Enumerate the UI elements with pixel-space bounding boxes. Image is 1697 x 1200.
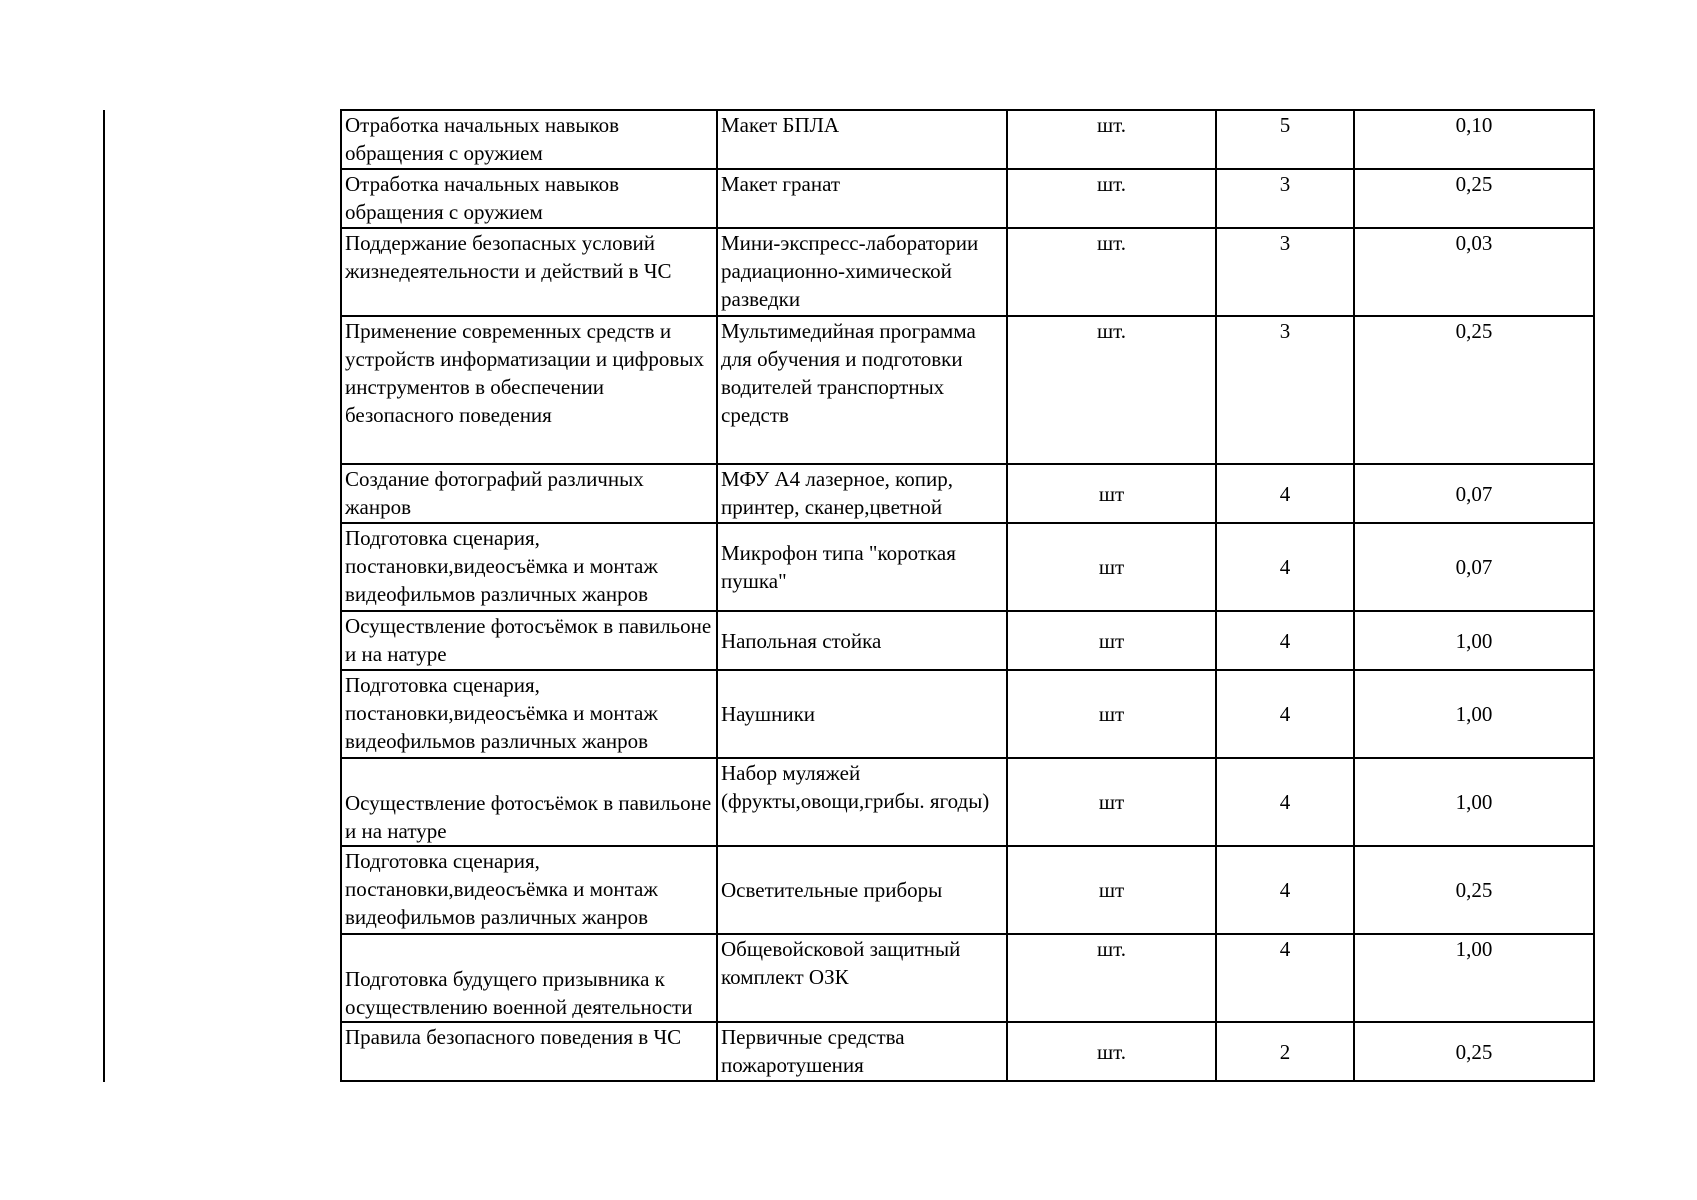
quantity-cell: 4 <box>1216 758 1354 846</box>
norm-cell: 1,00 <box>1354 934 1594 1022</box>
table-row <box>341 611 1594 670</box>
activity-cell: Создание фотографий различных жанров <box>341 464 717 523</box>
unit-cell: шт. <box>1007 934 1216 1022</box>
item-cell: Микрофон типа "короткая пушка" <box>717 523 1007 611</box>
item-cell: Набор муляжей (фрукты,овощи,грибы. ягоды) <box>717 758 1007 846</box>
item-cell: Мультимедийная программа для обучения и подготовки водителей транспортных средств <box>717 316 1007 464</box>
item-cell: Осветительные приборы <box>717 846 1007 934</box>
unit-cell: шт <box>1007 611 1216 670</box>
table-row <box>341 316 1594 464</box>
activity-cell: Подготовка сценария, постановки,видеосъёмка и монтаж видеофильмов различных жанров <box>341 670 717 758</box>
table-row <box>341 464 1594 523</box>
item-cell: Первичные средства пожаротушения <box>717 1022 1007 1081</box>
quantity-cell: 3 <box>1216 316 1354 464</box>
unit-cell: шт <box>1007 523 1216 611</box>
quantity-cell: 4 <box>1216 934 1354 1022</box>
norm-cell: 0,25 <box>1354 316 1594 464</box>
unit-cell: шт. <box>1007 110 1216 169</box>
activity-cell: Правила безопасного поведения в ЧС <box>341 1022 717 1081</box>
table-row <box>341 228 1594 316</box>
item-cell: Макет гранат <box>717 169 1007 228</box>
quantity-cell: 2 <box>1216 1022 1354 1081</box>
activity-cell: Поддержание безопасных условий жизнедеятельности и действий в ЧС <box>341 228 717 316</box>
unit-cell: шт <box>1007 846 1216 934</box>
activity-cell: Осуществление фотосъёмок в павильоне и на натуре <box>341 758 717 846</box>
norm-cell: 1,00 <box>1354 758 1594 846</box>
unit-cell: шт. <box>1007 169 1216 228</box>
unit-cell: шт. <box>1007 228 1216 316</box>
table-row <box>341 110 1594 169</box>
activity-cell: Отработка начальных навыков обращения с оружием <box>341 110 717 169</box>
unit-cell: шт <box>1007 670 1216 758</box>
item-cell: Мини-экспресс-лаборатории радиационно-химической разведки <box>717 228 1007 316</box>
unit-cell: шт <box>1007 464 1216 523</box>
activity-cell: Отработка начальных навыков обращения с оружием <box>341 169 717 228</box>
quantity-cell: 4 <box>1216 523 1354 611</box>
table-row <box>341 670 1594 758</box>
norm-cell: 0,07 <box>1354 464 1594 523</box>
quantity-cell: 5 <box>1216 110 1354 169</box>
item-cell: МФУ А4 лазерное, копир, принтер, сканер,цветной <box>717 464 1007 523</box>
norm-cell: 0,25 <box>1354 169 1594 228</box>
left-margin-line <box>103 110 105 1082</box>
norm-cell: 0,10 <box>1354 110 1594 169</box>
quantity-cell: 4 <box>1216 464 1354 523</box>
activity-cell: Подготовка будущего призывника к осуществлению военной деятельности <box>341 934 717 1022</box>
quantity-cell: 3 <box>1216 169 1354 228</box>
activity-cell: Подготовка сценария, постановки,видеосъёмка и монтаж видеофильмов различных жанров <box>341 846 717 934</box>
norm-cell: 0,25 <box>1354 846 1594 934</box>
norm-cell: 0,25 <box>1354 1022 1594 1081</box>
table-row <box>341 169 1594 228</box>
unit-cell: шт. <box>1007 316 1216 464</box>
table-row <box>341 846 1594 934</box>
quantity-cell: 4 <box>1216 846 1354 934</box>
norm-cell: 1,00 <box>1354 611 1594 670</box>
norm-cell: 0,07 <box>1354 523 1594 611</box>
norm-cell: 0,03 <box>1354 228 1594 316</box>
quantity-cell: 4 <box>1216 670 1354 758</box>
item-cell: Макет БПЛА <box>717 110 1007 169</box>
activity-cell: Применение современных средств и устройств информатизации и цифровых инструментов в обеспечении безопасного поведения <box>341 316 717 464</box>
norm-cell: 1,00 <box>1354 670 1594 758</box>
unit-cell: шт <box>1007 758 1216 846</box>
item-cell: Общевойсковой защитный комплект ОЗК <box>717 934 1007 1022</box>
unit-cell: шт. <box>1007 1022 1216 1081</box>
quantity-cell: 4 <box>1216 611 1354 670</box>
quantity-cell: 3 <box>1216 228 1354 316</box>
item-cell: Напольная стойка <box>717 611 1007 670</box>
activity-cell: Осуществление фотосъёмок в павильоне и на натуре <box>341 611 717 670</box>
item-cell: Наушники <box>717 670 1007 758</box>
equipment-table <box>340 109 1595 1082</box>
table-row <box>341 523 1594 611</box>
table-row <box>341 758 1594 846</box>
table-row <box>341 934 1594 1022</box>
activity-cell: Подготовка сценария, постановки,видеосъёмка и монтаж видеофильмов различных жанров <box>341 523 717 611</box>
table-row <box>341 1022 1594 1081</box>
